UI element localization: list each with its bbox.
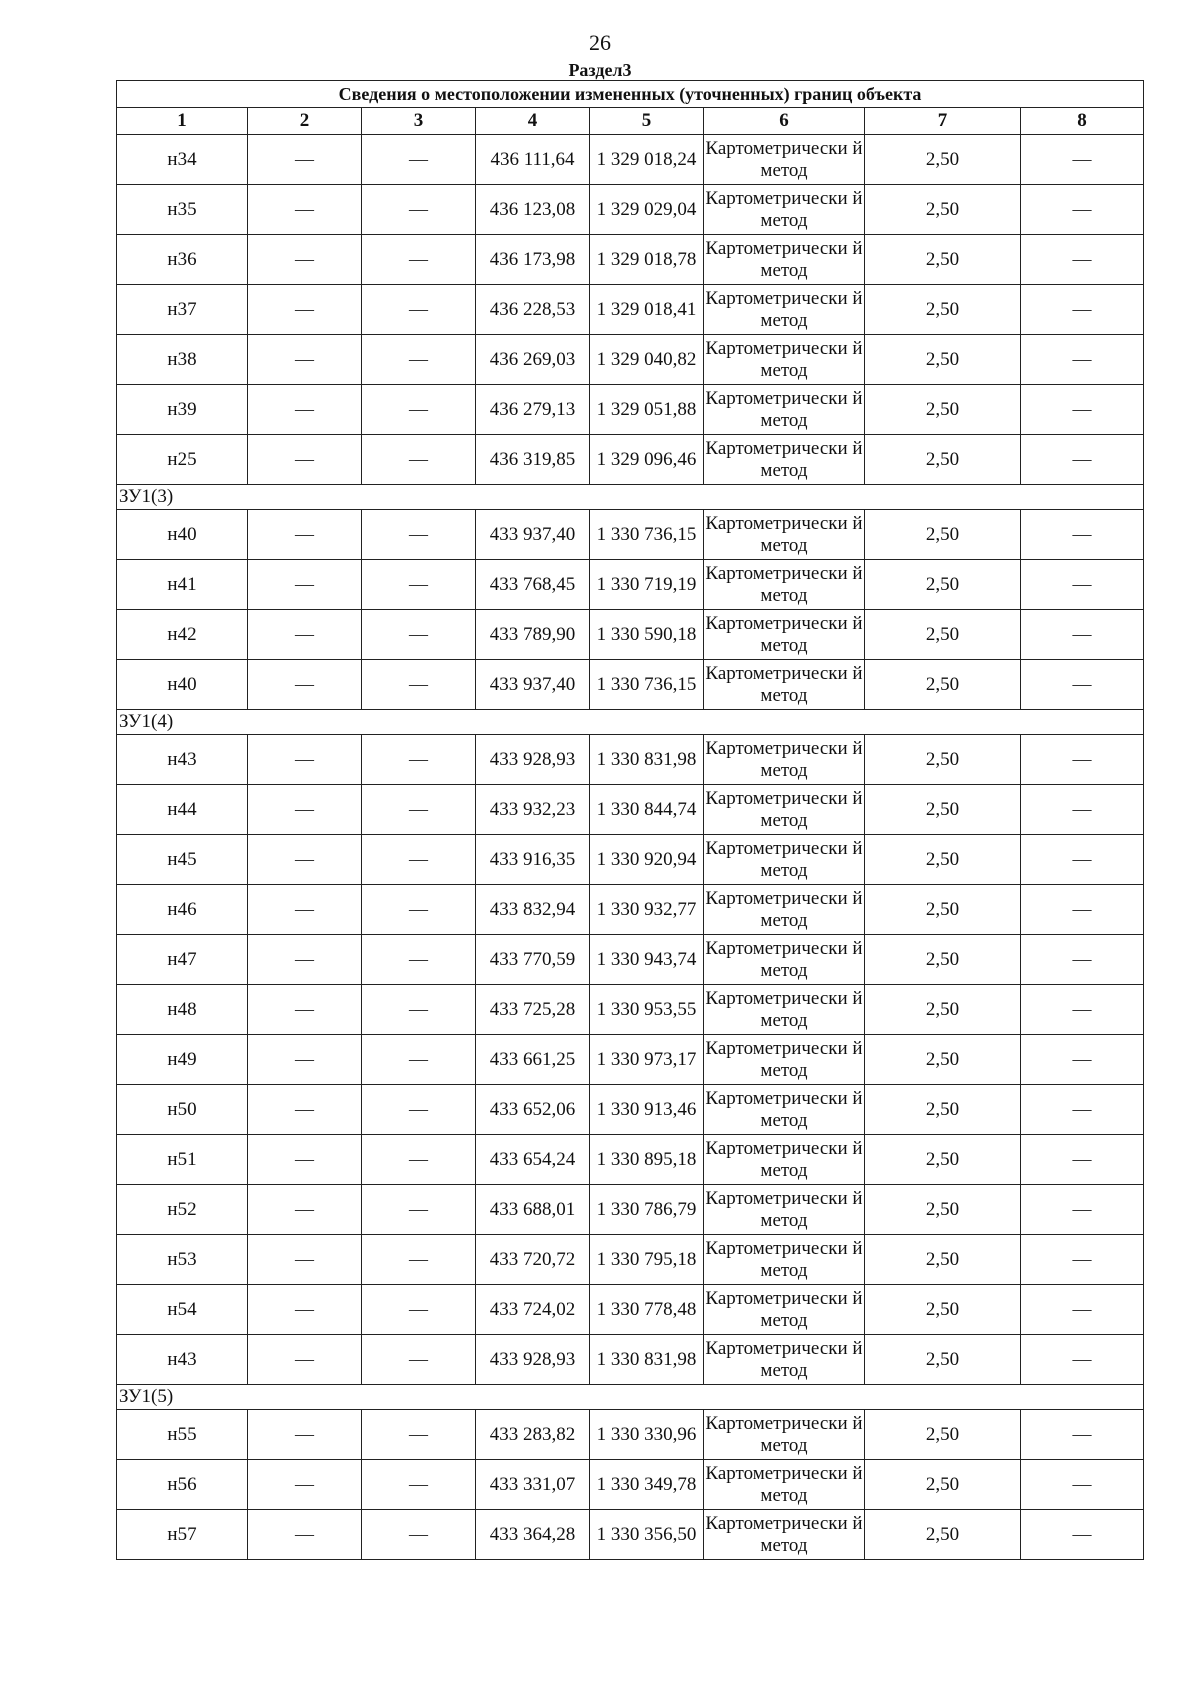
table-caption-row bbox=[117, 81, 1144, 108]
y-coordinate-cell: 1 329 018,24 bbox=[590, 135, 704, 185]
empty-cell: — bbox=[362, 1285, 476, 1335]
empty-cell: — bbox=[362, 885, 476, 935]
empty-cell: — bbox=[248, 1335, 362, 1385]
empty-cell: — bbox=[362, 185, 476, 235]
empty-cell: — bbox=[362, 610, 476, 660]
accuracy-cell: 2,50 bbox=[865, 285, 1021, 335]
method-cell: Картометрически й метод bbox=[704, 1460, 865, 1510]
empty-cell: — bbox=[248, 1285, 362, 1335]
empty-cell: — bbox=[1021, 385, 1144, 435]
y-coordinate-cell: 1 330 895,18 bbox=[590, 1135, 704, 1185]
y-coordinate-cell: 1 330 932,77 bbox=[590, 885, 704, 935]
y-coordinate-cell: 1 330 736,15 bbox=[590, 660, 704, 710]
point-id-cell: н44 bbox=[117, 785, 248, 835]
empty-cell: — bbox=[1021, 335, 1144, 385]
table-row bbox=[117, 885, 1144, 935]
x-coordinate-cell: 433 928,93 bbox=[476, 735, 590, 785]
group-header-row bbox=[117, 485, 1144, 510]
empty-cell: — bbox=[362, 1135, 476, 1185]
empty-cell: — bbox=[362, 135, 476, 185]
table-row bbox=[117, 1185, 1144, 1235]
empty-cell: — bbox=[1021, 785, 1144, 835]
table-row bbox=[117, 1410, 1144, 1460]
accuracy-cell: 2,50 bbox=[865, 385, 1021, 435]
accuracy-cell: 2,50 bbox=[865, 1185, 1021, 1235]
accuracy-cell: 2,50 bbox=[865, 610, 1021, 660]
column-number: 2 bbox=[248, 108, 362, 135]
accuracy-cell: 2,50 bbox=[865, 1285, 1021, 1335]
x-coordinate-cell: 433 916,35 bbox=[476, 835, 590, 885]
method-cell: Картометрически й метод bbox=[704, 285, 865, 335]
x-coordinate-cell: 436 319,85 bbox=[476, 435, 590, 485]
empty-cell: — bbox=[1021, 285, 1144, 335]
point-id-cell: н39 bbox=[117, 385, 248, 435]
x-coordinate-cell: 433 652,06 bbox=[476, 1085, 590, 1135]
empty-cell: — bbox=[248, 885, 362, 935]
point-id-cell: н56 bbox=[117, 1460, 248, 1510]
empty-cell: — bbox=[1021, 510, 1144, 560]
method-cell: Картометрически й метод bbox=[704, 1285, 865, 1335]
accuracy-cell: 2,50 bbox=[865, 785, 1021, 835]
empty-cell: — bbox=[1021, 985, 1144, 1035]
table-row bbox=[117, 1510, 1144, 1560]
point-id-cell: н40 bbox=[117, 660, 248, 710]
x-coordinate-cell: 433 654,24 bbox=[476, 1135, 590, 1185]
y-coordinate-cell: 1 329 040,82 bbox=[590, 335, 704, 385]
point-id-cell: н51 bbox=[117, 1135, 248, 1185]
empty-cell: — bbox=[362, 1335, 476, 1385]
empty-cell: — bbox=[248, 285, 362, 335]
accuracy-cell: 2,50 bbox=[865, 435, 1021, 485]
accuracy-cell: 2,50 bbox=[865, 1235, 1021, 1285]
empty-cell: — bbox=[362, 1510, 476, 1560]
group-label: ЗУ1(3) bbox=[117, 485, 1144, 510]
x-coordinate-cell: 433 720,72 bbox=[476, 1235, 590, 1285]
x-coordinate-cell: 433 364,28 bbox=[476, 1510, 590, 1560]
y-coordinate-cell: 1 330 831,98 bbox=[590, 735, 704, 785]
empty-cell: — bbox=[248, 935, 362, 985]
empty-cell: — bbox=[362, 1085, 476, 1135]
column-number: 5 bbox=[590, 108, 704, 135]
method-cell: Картометрически й метод bbox=[704, 785, 865, 835]
x-coordinate-cell: 433 724,02 bbox=[476, 1285, 590, 1335]
table-row bbox=[117, 610, 1144, 660]
table-row bbox=[117, 335, 1144, 385]
y-coordinate-cell: 1 330 913,46 bbox=[590, 1085, 704, 1135]
coordinates-table bbox=[116, 80, 1144, 1560]
method-cell: Картометрически й метод bbox=[704, 835, 865, 885]
y-coordinate-cell: 1 330 831,98 bbox=[590, 1335, 704, 1385]
x-coordinate-cell: 433 283,82 bbox=[476, 1410, 590, 1460]
empty-cell: — bbox=[362, 385, 476, 435]
empty-cell: — bbox=[1021, 1460, 1144, 1510]
column-number: 6 bbox=[704, 108, 865, 135]
accuracy-cell: 2,50 bbox=[865, 985, 1021, 1035]
point-id-cell: н38 bbox=[117, 335, 248, 385]
empty-cell: — bbox=[1021, 560, 1144, 610]
empty-cell: — bbox=[248, 835, 362, 885]
y-coordinate-cell: 1 330 795,18 bbox=[590, 1235, 704, 1285]
empty-cell: — bbox=[1021, 885, 1144, 935]
y-coordinate-cell: 1 329 029,04 bbox=[590, 185, 704, 235]
point-id-cell: н43 bbox=[117, 735, 248, 785]
empty-cell: — bbox=[248, 335, 362, 385]
y-coordinate-cell: 1 329 018,78 bbox=[590, 235, 704, 285]
accuracy-cell: 2,50 bbox=[865, 1035, 1021, 1085]
point-id-cell: н57 bbox=[117, 1510, 248, 1560]
method-cell: Картометрически й метод bbox=[704, 1410, 865, 1460]
y-coordinate-cell: 1 330 844,74 bbox=[590, 785, 704, 835]
point-id-cell: н25 bbox=[117, 435, 248, 485]
accuracy-cell: 2,50 bbox=[865, 185, 1021, 235]
empty-cell: — bbox=[1021, 1410, 1144, 1460]
empty-cell: — bbox=[362, 1185, 476, 1235]
y-coordinate-cell: 1 329 051,88 bbox=[590, 385, 704, 435]
point-id-cell: н48 bbox=[117, 985, 248, 1035]
table-row bbox=[117, 935, 1144, 985]
method-cell: Картометрически й метод bbox=[704, 735, 865, 785]
empty-cell: — bbox=[362, 235, 476, 285]
x-coordinate-cell: 436 269,03 bbox=[476, 335, 590, 385]
empty-cell: — bbox=[362, 285, 476, 335]
empty-cell: — bbox=[1021, 935, 1144, 985]
empty-cell: — bbox=[1021, 1235, 1144, 1285]
empty-cell: — bbox=[248, 185, 362, 235]
method-cell: Картометрически й метод bbox=[704, 660, 865, 710]
column-number: 4 bbox=[476, 108, 590, 135]
y-coordinate-cell: 1 330 590,18 bbox=[590, 610, 704, 660]
y-coordinate-cell: 1 330 943,74 bbox=[590, 935, 704, 985]
x-coordinate-cell: 433 688,01 bbox=[476, 1185, 590, 1235]
empty-cell: — bbox=[1021, 1185, 1144, 1235]
empty-cell: — bbox=[248, 1510, 362, 1560]
point-id-cell: н45 bbox=[117, 835, 248, 885]
table-row bbox=[117, 1035, 1144, 1085]
empty-cell: — bbox=[248, 135, 362, 185]
x-coordinate-cell: 433 832,94 bbox=[476, 885, 590, 935]
empty-cell: — bbox=[248, 735, 362, 785]
empty-cell: — bbox=[248, 1235, 362, 1285]
y-coordinate-cell: 1 330 778,48 bbox=[590, 1285, 704, 1335]
table-row bbox=[117, 1235, 1144, 1285]
empty-cell: — bbox=[362, 1460, 476, 1510]
empty-cell: — bbox=[248, 610, 362, 660]
method-cell: Картометрически й метод bbox=[704, 985, 865, 1035]
empty-cell: — bbox=[1021, 235, 1144, 285]
table-row bbox=[117, 660, 1144, 710]
method-cell: Картометрически й метод bbox=[704, 935, 865, 985]
accuracy-cell: 2,50 bbox=[865, 935, 1021, 985]
y-coordinate-cell: 1 330 920,94 bbox=[590, 835, 704, 885]
accuracy-cell: 2,50 bbox=[865, 1510, 1021, 1560]
y-coordinate-cell: 1 330 330,96 bbox=[590, 1410, 704, 1460]
table-row bbox=[117, 1085, 1144, 1135]
empty-cell: — bbox=[362, 835, 476, 885]
table-row bbox=[117, 985, 1144, 1035]
table-row bbox=[117, 1285, 1144, 1335]
accuracy-cell: 2,50 bbox=[865, 1135, 1021, 1185]
point-id-cell: н42 bbox=[117, 610, 248, 660]
x-coordinate-cell: 433 768,45 bbox=[476, 560, 590, 610]
x-coordinate-cell: 436 173,98 bbox=[476, 235, 590, 285]
method-cell: Картометрически й метод bbox=[704, 385, 865, 435]
x-coordinate-cell: 433 932,23 bbox=[476, 785, 590, 835]
empty-cell: — bbox=[1021, 435, 1144, 485]
x-coordinate-cell: 436 123,08 bbox=[476, 185, 590, 235]
point-id-cell: н55 bbox=[117, 1410, 248, 1460]
empty-cell: — bbox=[1021, 1335, 1144, 1385]
point-id-cell: н50 bbox=[117, 1085, 248, 1135]
point-id-cell: н40 bbox=[117, 510, 248, 560]
empty-cell: — bbox=[1021, 610, 1144, 660]
method-cell: Картометрически й метод bbox=[704, 135, 865, 185]
accuracy-cell: 2,50 bbox=[865, 660, 1021, 710]
x-coordinate-cell: 433 937,40 bbox=[476, 510, 590, 560]
empty-cell: — bbox=[248, 385, 362, 435]
section-title: Раздел3 bbox=[568, 60, 632, 80]
x-coordinate-cell: 433 331,07 bbox=[476, 1460, 590, 1510]
method-cell: Картометрически й метод bbox=[704, 1335, 865, 1385]
empty-cell: — bbox=[362, 735, 476, 785]
accuracy-cell: 2,50 bbox=[865, 835, 1021, 885]
point-id-cell: н34 bbox=[117, 135, 248, 185]
group-header-row bbox=[117, 1385, 1144, 1410]
y-coordinate-cell: 1 329 018,41 bbox=[590, 285, 704, 335]
empty-cell: — bbox=[362, 1410, 476, 1460]
table-row bbox=[117, 435, 1144, 485]
table-row bbox=[117, 510, 1144, 560]
empty-cell: — bbox=[248, 1185, 362, 1235]
point-id-cell: н53 bbox=[117, 1235, 248, 1285]
point-id-cell: н35 bbox=[117, 185, 248, 235]
table-row bbox=[117, 835, 1144, 885]
y-coordinate-cell: 1 330 719,19 bbox=[590, 560, 704, 610]
y-coordinate-cell: 1 330 953,55 bbox=[590, 985, 704, 1035]
method-cell: Картометрически й метод bbox=[704, 1035, 865, 1085]
table-row bbox=[117, 285, 1144, 335]
empty-cell: — bbox=[362, 985, 476, 1035]
column-number: 1 bbox=[117, 108, 248, 135]
point-id-cell: н46 bbox=[117, 885, 248, 935]
empty-cell: — bbox=[362, 1035, 476, 1085]
table-caption: Сведения о местоположении измененных (уточненных) границ объекта bbox=[117, 81, 1144, 108]
point-id-cell: н49 bbox=[117, 1035, 248, 1085]
point-id-cell: н54 bbox=[117, 1285, 248, 1335]
column-number: 3 bbox=[362, 108, 476, 135]
group-label: ЗУ1(5) bbox=[117, 1385, 1144, 1410]
method-cell: Картометрически й метод bbox=[704, 1235, 865, 1285]
method-cell: Картометрически й метод bbox=[704, 560, 865, 610]
method-cell: Картометрически й метод bbox=[704, 1510, 865, 1560]
accuracy-cell: 2,50 bbox=[865, 885, 1021, 935]
group-label: ЗУ1(4) bbox=[117, 710, 1144, 735]
empty-cell: — bbox=[248, 1035, 362, 1085]
empty-cell: — bbox=[1021, 735, 1144, 785]
empty-cell: — bbox=[1021, 835, 1144, 885]
empty-cell: — bbox=[362, 660, 476, 710]
method-cell: Картометрически й метод bbox=[704, 510, 865, 560]
empty-cell: — bbox=[1021, 660, 1144, 710]
y-coordinate-cell: 1 330 786,79 bbox=[590, 1185, 704, 1235]
x-coordinate-cell: 433 770,59 bbox=[476, 935, 590, 985]
x-coordinate-cell: 433 661,25 bbox=[476, 1035, 590, 1085]
method-cell: Картометрически й метод bbox=[704, 185, 865, 235]
empty-cell: — bbox=[1021, 1035, 1144, 1085]
empty-cell: — bbox=[248, 510, 362, 560]
accuracy-cell: 2,50 bbox=[865, 335, 1021, 385]
empty-cell: — bbox=[362, 335, 476, 385]
empty-cell: — bbox=[362, 1235, 476, 1285]
x-coordinate-cell: 433 789,90 bbox=[476, 610, 590, 660]
table-row bbox=[117, 385, 1144, 435]
method-cell: Картометрически й метод bbox=[704, 610, 865, 660]
empty-cell: — bbox=[248, 660, 362, 710]
empty-cell: — bbox=[362, 435, 476, 485]
table-row bbox=[117, 185, 1144, 235]
y-coordinate-cell: 1 330 349,78 bbox=[590, 1460, 704, 1510]
table-row bbox=[117, 1135, 1144, 1185]
table-row bbox=[117, 735, 1144, 785]
empty-cell: — bbox=[362, 560, 476, 610]
empty-cell: — bbox=[248, 985, 362, 1035]
x-coordinate-cell: 433 725,28 bbox=[476, 985, 590, 1035]
empty-cell: — bbox=[248, 560, 362, 610]
x-coordinate-cell: 433 937,40 bbox=[476, 660, 590, 710]
empty-cell: — bbox=[1021, 1510, 1144, 1560]
column-number: 7 bbox=[865, 108, 1021, 135]
method-cell: Картометрически й метод bbox=[704, 885, 865, 935]
empty-cell: — bbox=[248, 1135, 362, 1185]
accuracy-cell: 2,50 bbox=[865, 510, 1021, 560]
empty-cell: — bbox=[1021, 1285, 1144, 1335]
accuracy-cell: 2,50 bbox=[865, 135, 1021, 185]
method-cell: Картометрически й метод bbox=[704, 235, 865, 285]
table-row bbox=[117, 785, 1144, 835]
accuracy-cell: 2,50 bbox=[865, 735, 1021, 785]
point-id-cell: н41 bbox=[117, 560, 248, 610]
empty-cell: — bbox=[248, 785, 362, 835]
x-coordinate-cell: 436 228,53 bbox=[476, 285, 590, 335]
table-row bbox=[117, 1335, 1144, 1385]
point-id-cell: н43 bbox=[117, 1335, 248, 1385]
table-row bbox=[117, 560, 1144, 610]
column-number-row bbox=[117, 108, 1144, 135]
empty-cell: — bbox=[248, 435, 362, 485]
page-number: 26 bbox=[589, 30, 611, 55]
accuracy-cell: 2,50 bbox=[865, 1460, 1021, 1510]
method-cell: Картометрически й метод bbox=[704, 1185, 865, 1235]
y-coordinate-cell: 1 329 096,46 bbox=[590, 435, 704, 485]
point-id-cell: н37 bbox=[117, 285, 248, 335]
table-row bbox=[117, 1460, 1144, 1510]
y-coordinate-cell: 1 330 356,50 bbox=[590, 1510, 704, 1560]
y-coordinate-cell: 1 330 973,17 bbox=[590, 1035, 704, 1085]
accuracy-cell: 2,50 bbox=[865, 1335, 1021, 1385]
empty-cell: — bbox=[1021, 135, 1144, 185]
point-id-cell: н52 bbox=[117, 1185, 248, 1235]
empty-cell: — bbox=[362, 785, 476, 835]
y-coordinate-cell: 1 330 736,15 bbox=[590, 510, 704, 560]
empty-cell: — bbox=[248, 235, 362, 285]
empty-cell: — bbox=[362, 510, 476, 560]
table-row bbox=[117, 235, 1144, 285]
empty-cell: — bbox=[248, 1410, 362, 1460]
column-number: 8 bbox=[1021, 108, 1144, 135]
method-cell: Картометрически й метод bbox=[704, 335, 865, 385]
accuracy-cell: 2,50 bbox=[865, 560, 1021, 610]
x-coordinate-cell: 436 279,13 bbox=[476, 385, 590, 435]
x-coordinate-cell: 436 111,64 bbox=[476, 135, 590, 185]
empty-cell: — bbox=[1021, 1085, 1144, 1135]
empty-cell: — bbox=[362, 935, 476, 985]
accuracy-cell: 2,50 bbox=[865, 1410, 1021, 1460]
empty-cell: — bbox=[1021, 1135, 1144, 1185]
point-id-cell: н47 bbox=[117, 935, 248, 985]
empty-cell: — bbox=[248, 1085, 362, 1135]
method-cell: Картометрически й метод bbox=[704, 1135, 865, 1185]
table-row bbox=[117, 135, 1144, 185]
empty-cell: — bbox=[1021, 185, 1144, 235]
empty-cell: — bbox=[248, 1460, 362, 1510]
method-cell: Картометрически й метод bbox=[704, 1085, 865, 1135]
accuracy-cell: 2,50 bbox=[865, 1085, 1021, 1135]
point-id-cell: н36 bbox=[117, 235, 248, 285]
x-coordinate-cell: 433 928,93 bbox=[476, 1335, 590, 1385]
method-cell: Картометрически й метод bbox=[704, 435, 865, 485]
accuracy-cell: 2,50 bbox=[865, 235, 1021, 285]
table-body bbox=[117, 81, 1144, 1560]
group-header-row bbox=[117, 710, 1144, 735]
